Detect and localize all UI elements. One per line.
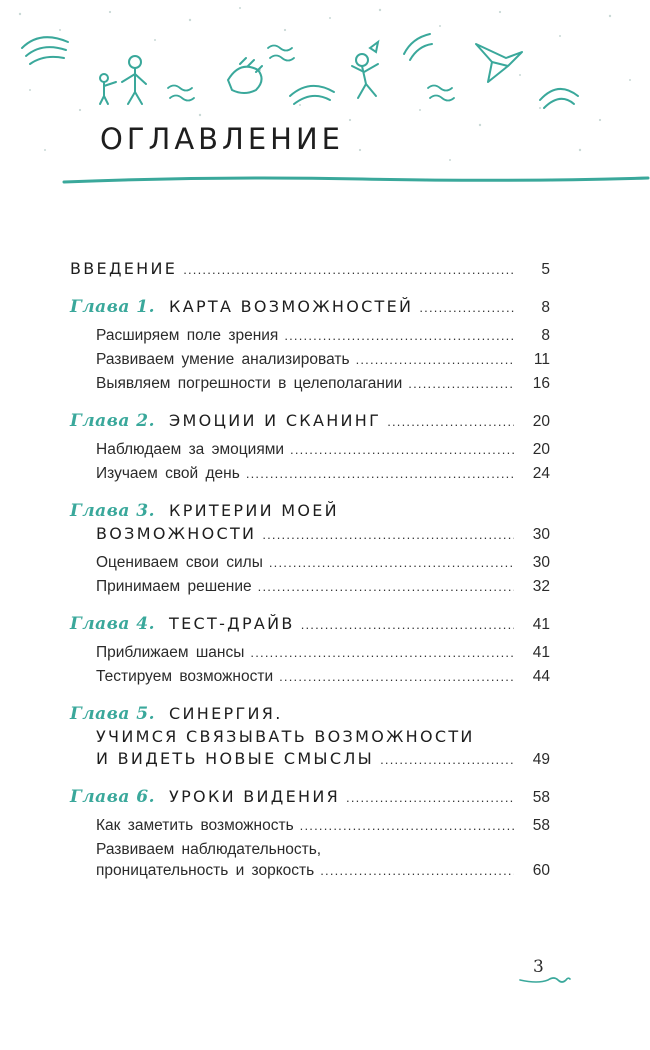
decorative-speckles xyxy=(0,0,650,185)
child-jumping-icon xyxy=(352,42,378,98)
section-title-line2: проницательность и зоркость xyxy=(96,862,315,879)
toc-page-number: 24 xyxy=(532,465,550,482)
toc-intro-label: ВВЕДЕНИЕ xyxy=(70,259,178,278)
chapter-title-line1: СИНЕРГИЯ. xyxy=(169,704,283,723)
toc-page-number: 58 xyxy=(532,789,550,806)
toc-chapter-3[interactable] xyxy=(70,501,550,544)
rainbow-arc-icon xyxy=(22,37,68,64)
page-number: 3 xyxy=(533,957,544,977)
page-title: ОГЛАВЛЕНИЕ xyxy=(100,122,345,156)
leader-dots xyxy=(387,414,514,429)
toc-section[interactable] xyxy=(70,465,550,483)
toc-page-number: 16 xyxy=(532,375,550,392)
toc-section[interactable] xyxy=(70,644,550,662)
table-of-contents xyxy=(70,255,550,880)
page-number-swirl-icon xyxy=(518,970,573,988)
section-title-line1: Развиваем наблюдательность, xyxy=(96,841,322,858)
leader-dots xyxy=(356,352,514,367)
toc-section[interactable] xyxy=(70,441,550,459)
leader-dots xyxy=(320,863,514,878)
toc-page-number: 20 xyxy=(532,413,550,430)
chapter-number: Глава 4. xyxy=(70,614,156,634)
section-title: Развиваем умение анализировать xyxy=(96,351,350,368)
leader-dots xyxy=(262,527,514,542)
toc-section[interactable] xyxy=(70,668,550,686)
leader-dots xyxy=(290,442,514,457)
toc-page-number: 20 xyxy=(532,441,550,458)
toc-page-number: 5 xyxy=(541,261,550,278)
toc-page-number: 32 xyxy=(532,578,550,595)
toc-chapter-6[interactable] xyxy=(70,787,550,807)
section-title: Приближаем шансы xyxy=(96,644,245,661)
toc-page-number: 58 xyxy=(532,817,550,834)
toc-section[interactable] xyxy=(70,375,550,393)
header-illustration xyxy=(0,0,650,185)
chapter-number: Глава 2. xyxy=(70,411,156,431)
toc-page-number: 49 xyxy=(532,751,550,768)
toc-chapter-4[interactable] xyxy=(70,614,550,634)
leader-dots xyxy=(279,669,514,684)
toc-chapter-1[interactable] xyxy=(70,297,550,317)
toc-section[interactable] xyxy=(70,327,550,345)
chapter-title-line3: И ВИДЕТЬ НОВЫЕ СМЫСЛЫ xyxy=(96,749,375,768)
toc-page-number: 30 xyxy=(532,526,550,543)
leader-dots xyxy=(250,645,514,660)
toc-section[interactable] xyxy=(70,841,550,880)
section-title: Оцениваем свои силы xyxy=(96,554,263,571)
toc-page-number: 44 xyxy=(532,668,550,685)
chapter-number: Глава 5. xyxy=(70,704,156,724)
leader-dots xyxy=(284,328,514,343)
toc-section[interactable] xyxy=(70,351,550,369)
chapter-title-line2: УЧИМСЯ СВЯЗЫВАТЬ ВОЗМОЖНОСТИ xyxy=(96,727,475,746)
toc-page-number: 11 xyxy=(533,351,550,368)
parent-child-icon xyxy=(100,56,146,104)
toc-page-number: 41 xyxy=(532,616,550,633)
leader-dots xyxy=(269,555,514,570)
holding-hands-icon xyxy=(228,58,262,93)
section-title: Как заметить возможность xyxy=(96,817,294,834)
chapter-number: Глава 6. xyxy=(70,787,156,807)
section-title: Расширяем поле зрения xyxy=(96,327,279,344)
wave-icon xyxy=(168,46,454,101)
section-title: Изучаем свой день xyxy=(96,465,240,482)
leader-dots xyxy=(380,752,514,767)
toc-section[interactable] xyxy=(70,817,550,835)
leader-dots xyxy=(246,466,514,481)
chapter-number: Глава 1. xyxy=(70,297,156,317)
leader-dots xyxy=(300,818,514,833)
chapter-title: КАРТА ВОЗМОЖНОСТЕЙ xyxy=(169,297,414,316)
section-title: Тестируем возможности xyxy=(96,668,274,685)
chapter-title: ЭМОЦИИ И СКАНИНГ xyxy=(169,411,382,430)
origami-bird-icon xyxy=(476,44,522,82)
title-underline xyxy=(62,172,650,188)
toc-page-number: 8 xyxy=(541,299,550,316)
chapter-title: ТЕСТ-ДРАЙВ xyxy=(169,614,295,633)
chapter-title: УРОКИ ВИДЕНИЯ xyxy=(169,787,341,806)
toc-chapter-2[interactable] xyxy=(70,411,550,431)
toc-section[interactable] xyxy=(70,554,550,572)
toc-entry-intro[interactable] xyxy=(70,259,550,279)
toc-chapter-5[interactable] xyxy=(70,704,550,769)
section-title: Наблюдаем за эмоциями xyxy=(96,441,285,458)
leader-dots xyxy=(301,617,514,632)
toc-page-number: 41 xyxy=(532,644,550,661)
section-title: Принимаем решение xyxy=(96,578,252,595)
toc-page-number: 30 xyxy=(532,554,550,571)
toc-page-number: 8 xyxy=(541,327,550,344)
leader-dots xyxy=(408,376,514,391)
chapter-title-line1: КРИТЕРИИ МОЕЙ xyxy=(169,501,339,520)
toc-section[interactable] xyxy=(70,578,550,596)
leader-dots xyxy=(346,790,514,805)
leader-dots xyxy=(419,300,514,315)
toc-page-number: 60 xyxy=(532,862,550,879)
section-title: Выявляем погрешности в целеполагании xyxy=(96,375,403,392)
chapter-number: Глава 3. xyxy=(70,501,156,521)
leader-dots xyxy=(258,579,514,594)
chapter-title-line2: ВОЗМОЖНОСТИ xyxy=(96,524,257,543)
leader-dots xyxy=(183,262,514,277)
